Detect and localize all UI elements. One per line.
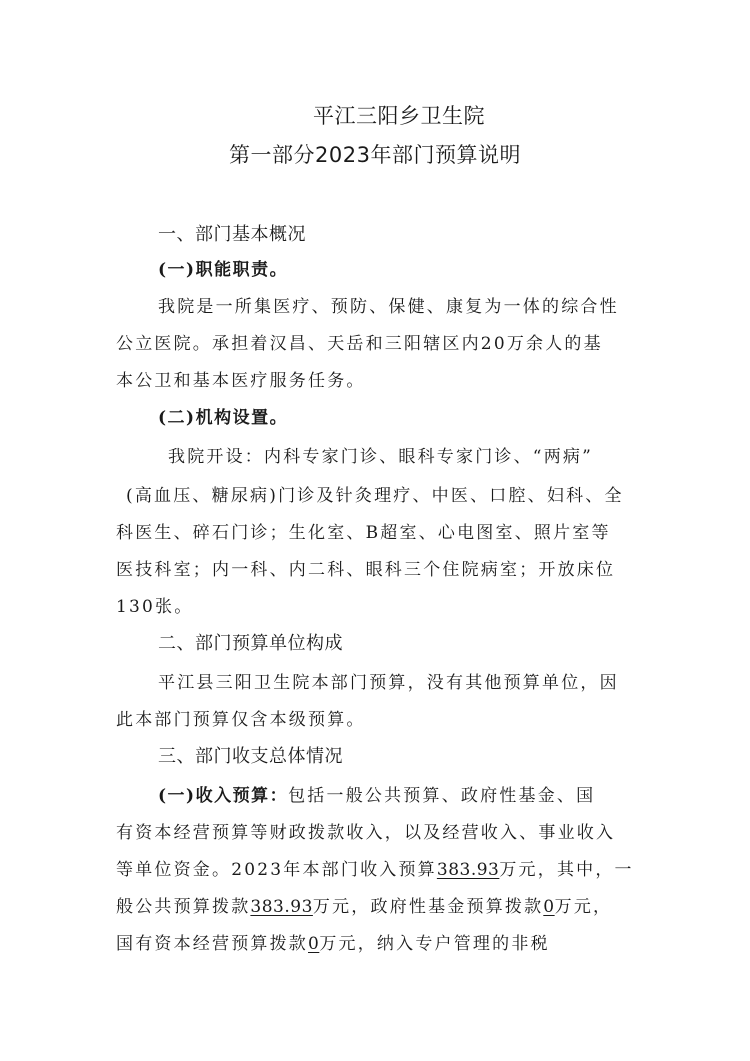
paragraph-line bbox=[116, 896, 612, 918]
paragraph-line: 公立医院。承担着汉昌、天岳和三阳辖区内20万余人的基 bbox=[116, 334, 603, 354]
paragraph-line: 医技科室；内一科、内二科、眼科三个住院病室；开放床位 bbox=[116, 560, 616, 580]
subheading-duties: (一)职能职责。 bbox=[158, 260, 289, 280]
paragraph-line bbox=[116, 933, 550, 955]
document-title: 第一部分2023年部门预算说明 bbox=[229, 143, 521, 167]
text-span: 等单位资金。2023年本部门收入预算 bbox=[116, 860, 437, 880]
paragraph-line: 有资本经营预算等财政拨款收入，以及经营收入、事业收入 bbox=[116, 823, 616, 843]
paragraph-line: 此本部门预算仅含本级预算。 bbox=[116, 710, 366, 730]
income-total-value: 383.93 bbox=[436, 860, 500, 880]
income-budget-label: (一)收入预算： bbox=[158, 786, 289, 806]
paragraph-line: 我院是一所集医疗、预防、保健、康复为一体的综合性 bbox=[158, 297, 619, 317]
text-span: 般公共预算拨款 bbox=[116, 897, 251, 917]
paragraph-line bbox=[158, 785, 595, 807]
paragraph-line: 平江县三阳卫生院本部门预算，没有其他预算单位，因 bbox=[158, 673, 619, 693]
text-span: 万元， bbox=[554, 897, 613, 917]
state-capital-value: 0 bbox=[308, 934, 320, 954]
paragraph-line: 130张。 bbox=[116, 597, 194, 617]
paragraph-line: 科医生、碎石门诊；生化室、B超室、心电图室、照片室等 bbox=[116, 523, 611, 543]
text-span: 万元，其中，一 bbox=[499, 860, 634, 880]
organization-title: 平江三阳乡卫生院 bbox=[313, 104, 485, 128]
text-span: 国有资本经营预算拨款 bbox=[116, 934, 308, 954]
paragraph-line: (高血压、糖尿病)门诊及针灸理疗、中医、口腔、妇科、全 bbox=[126, 486, 624, 506]
section-heading-2: 二、部门预算单位构成 bbox=[158, 633, 343, 654]
section-heading-3: 三、部门收支总体情况 bbox=[158, 746, 343, 767]
text-span: 万元，政府性基金预算拨款 bbox=[312, 897, 544, 917]
paragraph-line: 我院开设：内科专家门诊、眼科专家门诊、“两病” bbox=[168, 447, 593, 467]
section-heading-1: 一、部门基本概况 bbox=[158, 224, 306, 245]
gov-fund-value: 0 bbox=[543, 897, 555, 917]
text-span: 万元，纳入专户管理的非税 bbox=[319, 934, 550, 954]
paragraph-line bbox=[116, 859, 634, 881]
general-budget-value: 383.93 bbox=[250, 897, 313, 917]
paragraph-line: 本公卫和基本医疗服务任务。 bbox=[116, 371, 366, 391]
text-span: 包括一般公共预算、政府性基金、国 bbox=[288, 786, 596, 806]
subheading-structure: (二)机构设置。 bbox=[158, 408, 289, 428]
